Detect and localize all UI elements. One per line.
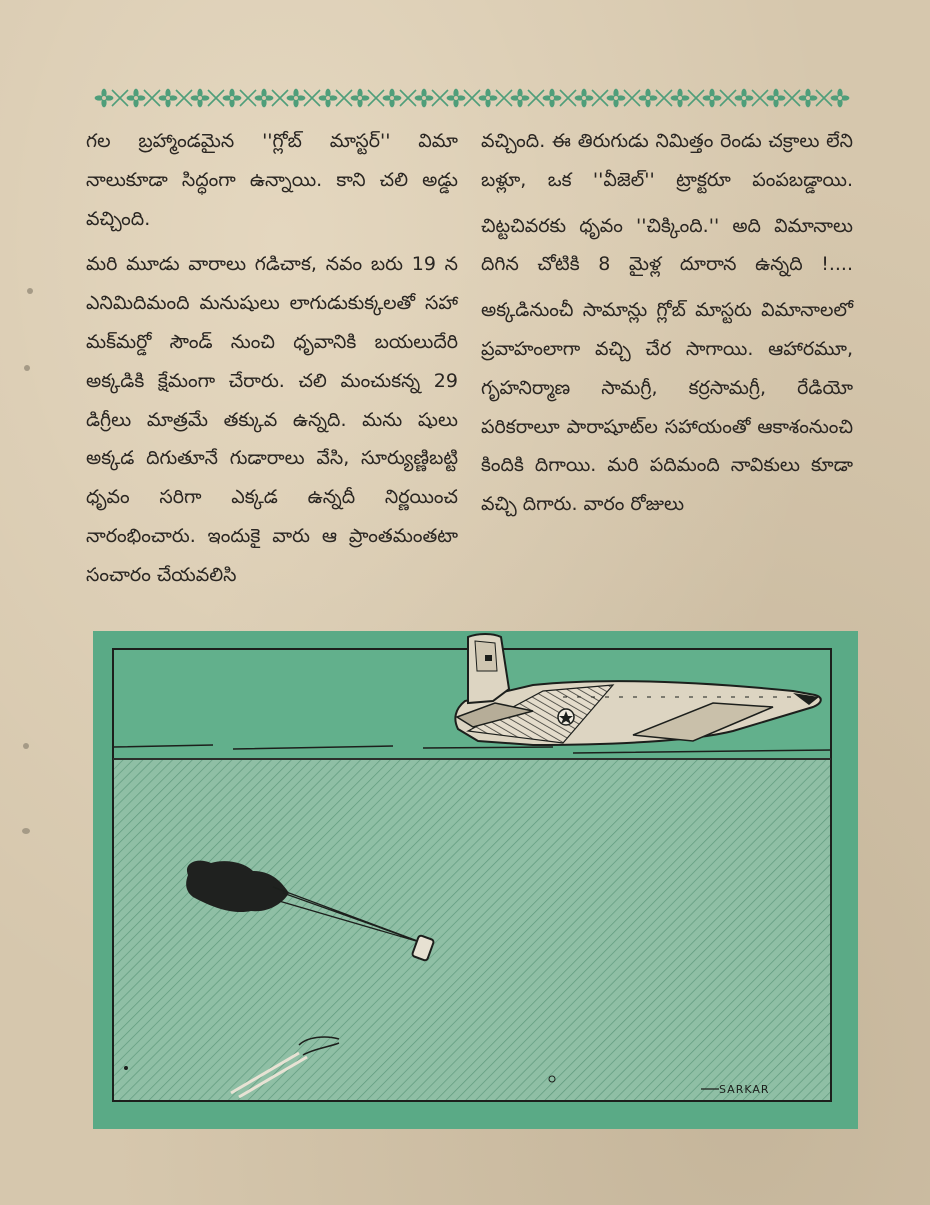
ornament-motif-icon bbox=[575, 89, 608, 108]
ornament-motif-icon bbox=[447, 89, 480, 108]
decorative-border bbox=[88, 80, 860, 116]
paragraph: వచ్చింది. ఈ తిరుగుడు నిమిత్తం రెండు చక్రాలు లేని బళ్లూ, ఒక ''వీజెల్'' ట్రాక్టరూ పంపబడ్డాయి. bbox=[481, 130, 853, 191]
ornament-motif-icon bbox=[319, 89, 352, 108]
ornament-motif-icon bbox=[671, 89, 704, 108]
ornament-motif-icon bbox=[191, 89, 224, 108]
ornament-motif-icon bbox=[255, 89, 288, 108]
illustration-drawing bbox=[93, 631, 858, 1129]
illustration bbox=[93, 631, 858, 1129]
ornament-motif-icon bbox=[735, 89, 768, 108]
ornament-motif-icon bbox=[415, 89, 448, 108]
binding-hole bbox=[27, 288, 33, 294]
ornament-motif-icon bbox=[639, 89, 672, 108]
text-column-left bbox=[86, 122, 458, 595]
ornament-motif-icon bbox=[127, 89, 160, 108]
snow-field bbox=[113, 759, 831, 1101]
ornament-motif-icon bbox=[383, 89, 416, 108]
paragraph: మరి మూడు వారాలు గడిచాక, నవం బరు 19 న ఎనిమిదిమంది మనుషులు లాగుడుకుక్కలతో సహా మక్‌మర్డో సౌండ్ నుంచి ధృవానికి బయలుదేరి అక్కడికి క్షేమంగా చేరారు. చలి మంచుకన్న 29 డిగ్రీలు మాత్రమే తక్కువ ఉన్నది. మను షులు అక్కడ దిగుతూనే గుడారాలు వేసి, సూర్యుణ్ణిబట్టి ధృవం సరిగా ఎక్కడ ఉన్నదీ నిర్ణయించ నారంభించారు. ఇందుకై వారు ఆ ప్రాంతమంతటా సంచారం చేయవలిసి bbox=[86, 253, 458, 586]
ornament-motif-icon bbox=[511, 89, 544, 108]
paragraph: గల బ్రహ్మాండమైన ''గ్లోబ్ మాస్టర్'' విమా నాలుకూడా సిద్ధంగా ఉన్నాయి. కాని చలి అడ్డు వచ్చింది. bbox=[86, 130, 458, 230]
ornament-motif-icon bbox=[703, 89, 736, 108]
ornament-motif-icon bbox=[95, 89, 128, 108]
ornament-motif-icon bbox=[351, 89, 384, 108]
ornament-motif-icon bbox=[607, 89, 640, 108]
binding-hole bbox=[22, 828, 30, 834]
ornament-motif-icon bbox=[799, 89, 832, 108]
artist-signature: SARKAR bbox=[719, 1083, 770, 1096]
paragraph: అక్కడినుంచీ సామాన్లు గ్లోబ్ మాస్టరు విమానాలలో ప్రవాహంలాగా వచ్చి చేర సాగాయి. ఆహారమూ, గృహనిర్మాణ సామగ్రీ, కర్రసామగ్రీ, రేడియో పరికరాలూ పారాషూట్‌ల సహాయంతో ఆకాశంనుంచి కిందికి దిగాయి. మరి పదిమంది నావికులు కూడా వచ్చి దిగారు. వారం రోజులు bbox=[481, 299, 853, 516]
ornament-motif-icon bbox=[543, 89, 576, 108]
ornament-motif-icon bbox=[767, 89, 800, 108]
ornament-motif-icon bbox=[479, 89, 512, 108]
paragraph: చిట్టచివరకు ధృవం ''చిక్కింది.'' అది విమానాలు దిగిన చోటికి 8 మైళ్ల దూరాన ఉన్నది !.... bbox=[481, 214, 853, 276]
ornament-motif-icon bbox=[287, 89, 320, 108]
ornament-motif-icon bbox=[831, 89, 850, 108]
ornament-motif-icon bbox=[159, 89, 192, 108]
ornament-motif-icon bbox=[223, 89, 256, 108]
binding-hole bbox=[23, 743, 29, 749]
leaf-cross-ornament-icon bbox=[88, 80, 860, 116]
binding-hole bbox=[24, 365, 30, 371]
text-column-right bbox=[481, 122, 853, 524]
